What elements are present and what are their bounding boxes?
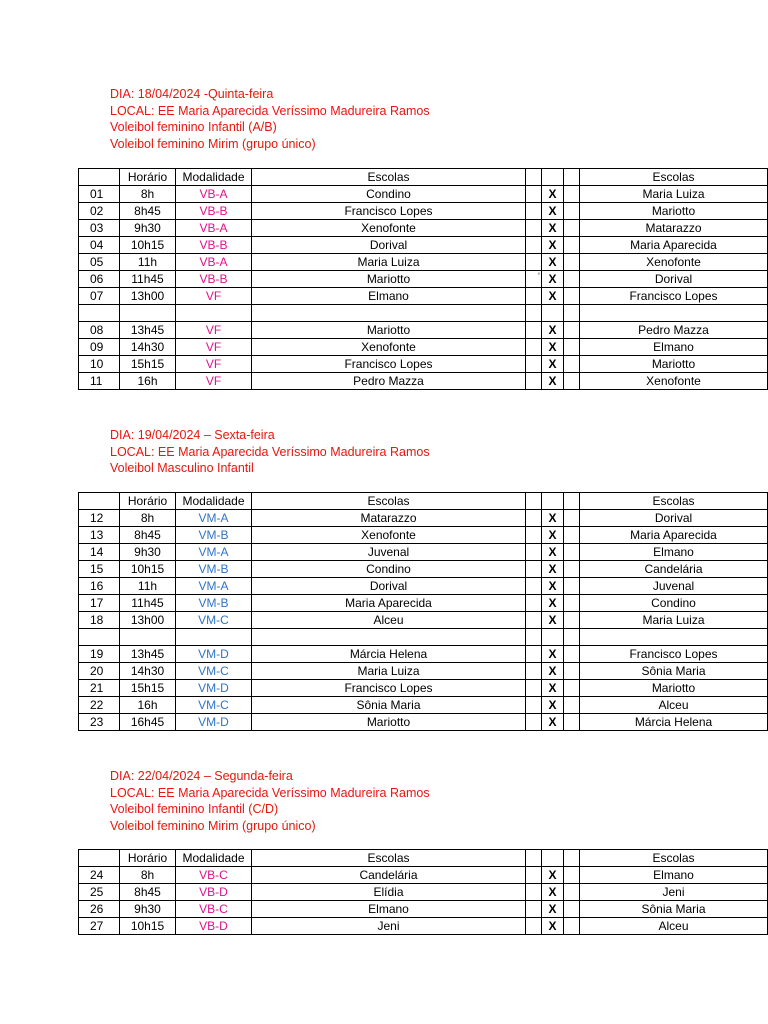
- match-time: 10h15: [120, 237, 176, 254]
- school-home: Francisco Lopes: [252, 356, 526, 373]
- school-away: Francisco Lopes: [580, 288, 768, 305]
- versus-mark: X: [542, 288, 564, 305]
- table-header-row: [79, 169, 768, 186]
- separator-mark: [526, 901, 542, 918]
- table-row: [79, 373, 768, 390]
- separator-mark: [526, 510, 542, 527]
- table-row: [79, 254, 768, 271]
- school-home: Xenofonte: [252, 220, 526, 237]
- col-number-header: [79, 493, 120, 510]
- match-modality: VM-B: [176, 527, 252, 544]
- school-home: Matarazzo: [252, 510, 526, 527]
- match-number: 06: [79, 271, 120, 288]
- section-3-category-2: Voleibol feminino Mirim (grupo único): [110, 818, 316, 833]
- separator-mark: [526, 237, 542, 254]
- separator-mark: [526, 680, 542, 697]
- match-number: 14: [79, 544, 120, 561]
- school-home: Pedro Mazza: [252, 373, 526, 390]
- section-3-schedule-table: [78, 849, 768, 935]
- school-home: Alceu: [252, 612, 526, 629]
- match-number: 12: [79, 510, 120, 527]
- match-number: 17: [79, 595, 120, 612]
- match-modality: VB-D: [176, 884, 252, 901]
- match-modality: VB-A: [176, 220, 252, 237]
- separator-mark: [526, 578, 542, 595]
- match-time: 8h45: [120, 527, 176, 544]
- versus-mark: X: [542, 271, 564, 288]
- match-number: 04: [79, 237, 120, 254]
- versus-mark: X: [542, 527, 564, 544]
- match-time: 8h45: [120, 884, 176, 901]
- versus-mark: X: [542, 578, 564, 595]
- school-away: Maria Aparecida: [580, 527, 768, 544]
- match-time: 16h45: [120, 714, 176, 731]
- table-row: [79, 339, 768, 356]
- versus-mark: X: [542, 186, 564, 203]
- versus-mark: X: [542, 612, 564, 629]
- match-time: 9h30: [120, 901, 176, 918]
- match-modality: VB-A: [176, 186, 252, 203]
- school-home: Xenofonte: [252, 527, 526, 544]
- match-time: 14h30: [120, 663, 176, 680]
- match-number: 26: [79, 901, 120, 918]
- versus-mark: X: [542, 510, 564, 527]
- school-home: Xenofonte: [252, 339, 526, 356]
- match-number: 20: [79, 663, 120, 680]
- table-row: [79, 918, 768, 935]
- table-row: [79, 901, 768, 918]
- section-3-day: DIA: 22/04/2024 – Segunda-feira: [110, 769, 293, 783]
- school-home: Elídia: [252, 884, 526, 901]
- school-away: Mariotto: [580, 356, 768, 373]
- school-home: Elmano: [252, 288, 526, 305]
- separator-mark: [526, 254, 542, 271]
- versus-mark: X: [542, 697, 564, 714]
- school-away: Matarazzo: [580, 220, 768, 237]
- versus-mark: X: [542, 339, 564, 356]
- match-time: 13h00: [120, 612, 176, 629]
- col-modalidade-header: Modalidade: [176, 169, 252, 186]
- section-1-day: DIA: 18/04/2024 -Quinta-feira: [110, 87, 274, 101]
- separator-mark: [526, 339, 542, 356]
- col-horario-header: Horário: [120, 493, 176, 510]
- match-number: 22: [79, 697, 120, 714]
- match-time: 11h45: [120, 271, 176, 288]
- separator-mark: [526, 884, 542, 901]
- school-away: Elmano: [580, 544, 768, 561]
- table-row: [79, 510, 768, 527]
- match-number: 03: [79, 220, 120, 237]
- match-modality: VB-C: [176, 901, 252, 918]
- col-escolas-1-header: Escolas: [252, 850, 526, 867]
- match-modality: VM-D: [176, 680, 252, 697]
- school-home: Francisco Lopes: [252, 203, 526, 220]
- section-3-header: [110, 768, 430, 834]
- col-escolas-1-header: Escolas: [252, 169, 526, 186]
- separator-mark: ‘: [526, 271, 542, 288]
- section-1-schedule-table: [78, 168, 768, 390]
- school-away: Alceu: [580, 697, 768, 714]
- match-time: 8h: [120, 867, 176, 884]
- school-home: Mariotto: [252, 271, 526, 288]
- match-modality: VF: [176, 373, 252, 390]
- versus-mark: X: [542, 356, 564, 373]
- section-2-category-1: Voleibol Masculino Infantil: [110, 461, 254, 476]
- match-number: 18: [79, 612, 120, 629]
- school-home: Francisco Lopes: [252, 680, 526, 697]
- spacer-row: [79, 305, 768, 322]
- match-number: 19: [79, 646, 120, 663]
- separator-mark: [526, 918, 542, 935]
- school-away: Sônia Maria: [580, 901, 768, 918]
- match-number: 07: [79, 288, 120, 305]
- match-number: 25: [79, 884, 120, 901]
- table-row: [79, 561, 768, 578]
- school-home: Maria Aparecida: [252, 595, 526, 612]
- table-row: [79, 271, 768, 288]
- spacer-row: [79, 629, 768, 646]
- separator-mark: [526, 561, 542, 578]
- match-number: 10: [79, 356, 120, 373]
- section-2-header: [110, 427, 430, 477]
- match-number: 05: [79, 254, 120, 271]
- match-modality: VM-A: [176, 544, 252, 561]
- school-away: Xenofonte: [580, 254, 768, 271]
- school-away: Maria Aparecida: [580, 237, 768, 254]
- versus-mark: X: [542, 544, 564, 561]
- separator-mark: [526, 544, 542, 561]
- match-time: 13h00: [120, 288, 176, 305]
- versus-mark: X: [542, 254, 564, 271]
- school-away: Juvenal: [580, 578, 768, 595]
- separator-mark: [526, 867, 542, 884]
- table-row: [79, 697, 768, 714]
- school-home: Maria Luiza: [252, 663, 526, 680]
- school-home: Candelária: [252, 867, 526, 884]
- section-2-location: LOCAL: EE Maria Aparecida Veríssimo Madureira Ramos: [110, 444, 430, 459]
- match-number: 01: [79, 186, 120, 203]
- match-time: 11h: [120, 578, 176, 595]
- match-modality: VB-B: [176, 271, 252, 288]
- school-home: Dorival: [252, 578, 526, 595]
- separator-mark: [526, 697, 542, 714]
- col-modalidade-header: Modalidade: [176, 493, 252, 510]
- school-home: Mariotto: [252, 714, 526, 731]
- school-away: Francisco Lopes: [580, 646, 768, 663]
- match-modality: VF: [176, 322, 252, 339]
- match-time: 8h: [120, 510, 176, 527]
- versus-mark: X: [542, 663, 564, 680]
- table-header-row: [79, 850, 768, 867]
- school-away: Condino: [580, 595, 768, 612]
- versus-mark: X: [542, 901, 564, 918]
- table-row: [79, 322, 768, 339]
- school-away: Jeni: [580, 884, 768, 901]
- match-time: 15h15: [120, 356, 176, 373]
- separator-mark: [526, 373, 542, 390]
- versus-mark: X: [542, 322, 564, 339]
- match-modality: VF: [176, 356, 252, 373]
- school-away: Mariotto: [580, 680, 768, 697]
- table-row: [79, 595, 768, 612]
- table-row: [79, 288, 768, 305]
- school-away: Sônia Maria: [580, 663, 768, 680]
- col-modalidade-header: Modalidade: [176, 850, 252, 867]
- table-row: [79, 663, 768, 680]
- school-home: Condino: [252, 561, 526, 578]
- match-time: 16h: [120, 697, 176, 714]
- separator-mark: [526, 663, 542, 680]
- col-number-header: [79, 169, 120, 186]
- versus-mark: X: [542, 918, 564, 935]
- match-number: 27: [79, 918, 120, 935]
- section-3-location: LOCAL: EE Maria Aparecida Veríssimo Madureira Ramos: [110, 785, 430, 800]
- match-modality: VM-C: [176, 697, 252, 714]
- school-home: Dorival: [252, 237, 526, 254]
- versus-mark: X: [542, 237, 564, 254]
- section-2-day: DIA: 19/04/2024 – Sexta-feira: [110, 428, 275, 442]
- separator-mark: [526, 288, 542, 305]
- separator-mark: [526, 220, 542, 237]
- match-modality: VB-B: [176, 203, 252, 220]
- col-number-header: [79, 850, 120, 867]
- match-time: 10h15: [120, 561, 176, 578]
- match-number: 21: [79, 680, 120, 697]
- col-escolas-2-header: Escolas: [580, 850, 768, 867]
- table-row: [79, 714, 768, 731]
- section-1-category-2: Voleibol feminino Mirim (grupo único): [110, 136, 316, 151]
- table-row: [79, 884, 768, 901]
- school-away: Elmano: [580, 339, 768, 356]
- versus-mark: X: [542, 561, 564, 578]
- section-3-category-1: Voleibol feminino Infantil (C/D): [110, 802, 279, 817]
- match-modality: VM-B: [176, 561, 252, 578]
- versus-mark: X: [542, 595, 564, 612]
- table-row: [79, 356, 768, 373]
- match-number: 24: [79, 867, 120, 884]
- school-home: Juvenal: [252, 544, 526, 561]
- match-modality: VM-C: [176, 663, 252, 680]
- versus-mark: X: [542, 867, 564, 884]
- school-home: Mariotto: [252, 322, 526, 339]
- col-escolas-2-header: Escolas: [580, 169, 768, 186]
- separator-mark: [526, 356, 542, 373]
- table-row: [79, 612, 768, 629]
- versus-mark: X: [542, 680, 564, 697]
- match-modality: VB-C: [176, 867, 252, 884]
- separator-mark: [526, 527, 542, 544]
- match-modality: VB-B: [176, 237, 252, 254]
- school-home: Maria Luiza: [252, 254, 526, 271]
- versus-mark: X: [542, 373, 564, 390]
- match-modality: VB-A: [176, 254, 252, 271]
- match-time: 11h45: [120, 595, 176, 612]
- separator-mark: [526, 714, 542, 731]
- table-header-row: [79, 493, 768, 510]
- section-2-schedule-table: [78, 492, 768, 731]
- match-number: 02: [79, 203, 120, 220]
- match-modality: VB-D: [176, 918, 252, 935]
- match-modality: VM-D: [176, 714, 252, 731]
- table-row: [79, 867, 768, 884]
- separator-mark: [526, 612, 542, 629]
- table-row: [79, 578, 768, 595]
- section-1-header: [110, 86, 430, 152]
- school-away: Pedro Mazza: [580, 322, 768, 339]
- school-away: Alceu: [580, 918, 768, 935]
- match-time: 10h15: [120, 918, 176, 935]
- table-row: [79, 203, 768, 220]
- match-time: 15h15: [120, 680, 176, 697]
- table-row: [79, 680, 768, 697]
- separator-mark: [526, 595, 542, 612]
- match-modality: VF: [176, 288, 252, 305]
- versus-mark: X: [542, 884, 564, 901]
- match-modality: VM-A: [176, 510, 252, 527]
- section-1-location: LOCAL: EE Maria Aparecida Veríssimo Madureira Ramos: [110, 103, 430, 118]
- separator-mark: [526, 646, 542, 663]
- school-away: Xenofonte: [580, 373, 768, 390]
- match-modality: VM-C: [176, 612, 252, 629]
- section-1-category-1: Voleibol feminino Infantil (A/B): [110, 120, 277, 135]
- match-modality: VM-A: [176, 578, 252, 595]
- school-away: Candelária: [580, 561, 768, 578]
- match-number: 15: [79, 561, 120, 578]
- versus-mark: X: [542, 714, 564, 731]
- school-home: Jeni: [252, 918, 526, 935]
- table-row: [79, 646, 768, 663]
- match-number: 13: [79, 527, 120, 544]
- match-number: 08: [79, 322, 120, 339]
- match-time: 11h: [120, 254, 176, 271]
- school-away: Mariotto: [580, 203, 768, 220]
- table-row: [79, 544, 768, 561]
- match-modality: VF: [176, 339, 252, 356]
- school-away: Márcia Helena: [580, 714, 768, 731]
- match-modality: VM-B: [176, 595, 252, 612]
- separator-mark: [526, 203, 542, 220]
- col-escolas-2-header: Escolas: [580, 493, 768, 510]
- match-time: 14h30: [120, 339, 176, 356]
- table-row: [79, 220, 768, 237]
- versus-mark: X: [542, 646, 564, 663]
- table-row: [79, 527, 768, 544]
- match-time: 16h: [120, 373, 176, 390]
- school-home: Condino: [252, 186, 526, 203]
- school-away: Maria Luiza: [580, 186, 768, 203]
- col-escolas-1-header: Escolas: [252, 493, 526, 510]
- match-time: 8h45: [120, 203, 176, 220]
- match-number: 11: [79, 373, 120, 390]
- col-horario-header: Horário: [120, 169, 176, 186]
- match-modality: VM-D: [176, 646, 252, 663]
- school-away: Dorival: [580, 510, 768, 527]
- match-number: 09: [79, 339, 120, 356]
- match-time: 9h30: [120, 220, 176, 237]
- match-time: 13h45: [120, 322, 176, 339]
- school-away: Dorival: [580, 271, 768, 288]
- school-away: Elmano: [580, 867, 768, 884]
- match-time: 9h30: [120, 544, 176, 561]
- match-time: 8h: [120, 186, 176, 203]
- separator-mark: [526, 186, 542, 203]
- school-home: Sônia Maria: [252, 697, 526, 714]
- table-row: [79, 237, 768, 254]
- match-number: 23: [79, 714, 120, 731]
- versus-mark: X: [542, 203, 564, 220]
- match-number: 16: [79, 578, 120, 595]
- table-row: [79, 186, 768, 203]
- separator-mark: [526, 322, 542, 339]
- match-time: 13h45: [120, 646, 176, 663]
- col-horario-header: Horário: [120, 850, 176, 867]
- school-home: Elmano: [252, 901, 526, 918]
- school-home: Márcia Helena: [252, 646, 526, 663]
- versus-mark: X: [542, 220, 564, 237]
- school-away: Maria Luiza: [580, 612, 768, 629]
